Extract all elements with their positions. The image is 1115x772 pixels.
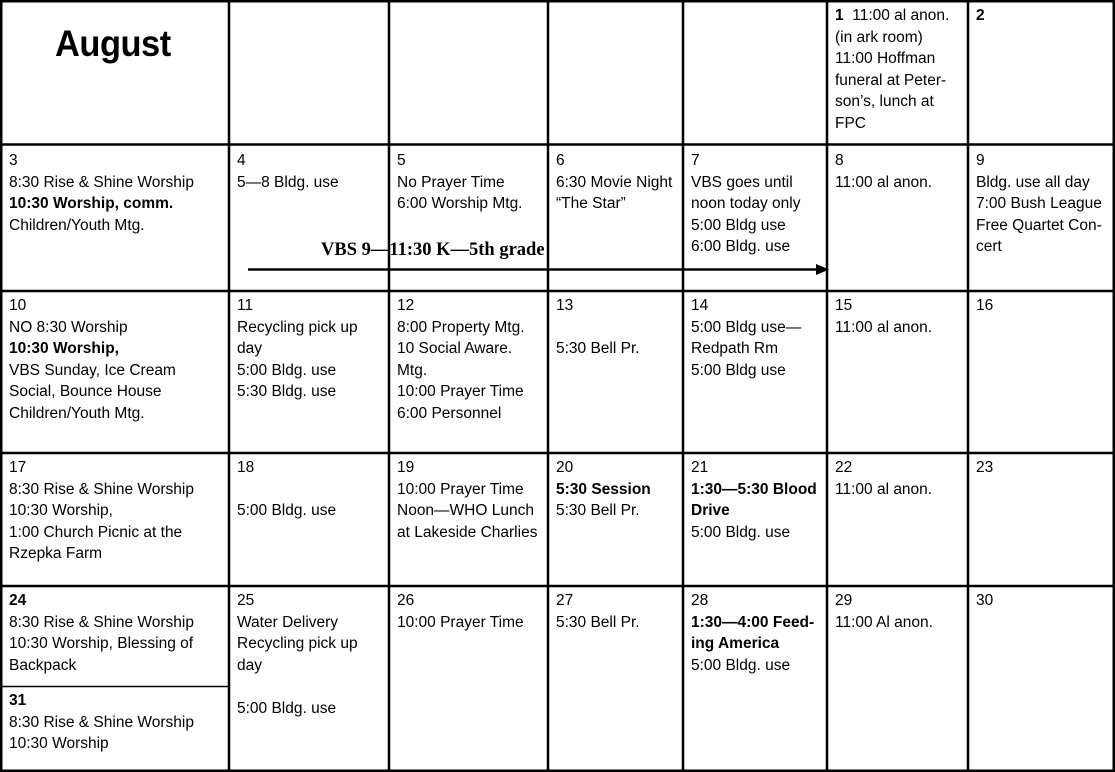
- event-text: Recycling pick up: [237, 635, 358, 652]
- event-text: 8:30 Rise & Shine Worship: [9, 713, 194, 731]
- event-text: 11:00 Al anon.: [835, 613, 933, 631]
- event-text: (in ark room): [835, 28, 923, 46]
- event-text: 5:00 Bldg. use: [237, 502, 337, 519]
- event-text: 5:00 Bldg use—: [691, 318, 802, 336]
- day-number-text: 7: [691, 152, 700, 169]
- day-number-text: 21: [691, 459, 709, 476]
- day-number-text: 1: [835, 7, 844, 24]
- day-number-text: 2: [976, 7, 985, 24]
- event-text: 10:30 Worship, Blessing of: [9, 635, 194, 652]
- day-number-text: 10: [9, 297, 27, 314]
- event-text: 8:00 Property Mtg.: [397, 318, 525, 336]
- event-text: 6:00 Personnel: [397, 404, 502, 422]
- day-number-text: 9: [976, 152, 985, 169]
- day-number-text: 18: [237, 459, 255, 476]
- event-text: funeral at Peter-: [835, 71, 947, 89]
- event-text: Children/Youth Mtg.: [9, 216, 145, 234]
- event-text: 8:30 Rise & Shine Worship: [9, 173, 194, 191]
- event-text: Rzepka Farm: [9, 545, 103, 562]
- day-number-text: 30: [976, 592, 994, 609]
- event-text: 5—8 Bldg. use: [237, 173, 339, 191]
- event-text: 10:00 Prayer Time: [397, 383, 524, 400]
- event-text: 5:30 Bell Pr.: [556, 340, 640, 357]
- event-text: 5:00 Bldg. use: [237, 361, 337, 379]
- event-text: 11:00 al anon.: [835, 318, 933, 336]
- event-text: No Prayer Time: [397, 173, 505, 191]
- day-number-text: 3: [9, 152, 18, 169]
- day-number-text: 19: [397, 459, 415, 476]
- day-number-text: 16: [976, 297, 994, 314]
- event-text: 5:00 Bldg use: [691, 216, 786, 234]
- event-text: noon today only: [691, 195, 801, 212]
- event-text: 10:30 Worship: [9, 735, 109, 752]
- event-text: 5:00 Bldg. use: [691, 656, 791, 674]
- day-number-text: 12: [397, 297, 415, 314]
- event-text: 5:00 Bldg. use: [237, 699, 337, 717]
- event-text: day: [237, 340, 262, 357]
- day-number-text: 24: [9, 592, 27, 609]
- event-text: 11:00 al anon.: [835, 480, 933, 498]
- event-text: cert: [976, 238, 1002, 255]
- day-number-text: 4: [237, 152, 246, 169]
- event-text: 5:00 Bldg use: [691, 361, 786, 379]
- event-text: 7:00 Bush League: [976, 195, 1102, 212]
- event-text: Noon—WHO Lunch: [397, 502, 534, 519]
- event-text: 11:00 Hoffman: [835, 50, 936, 67]
- day-number-text: 23: [976, 459, 994, 476]
- event-text: 10:00 Prayer Time: [397, 613, 524, 631]
- event-text: 11:00 al anon.: [835, 173, 933, 191]
- day-number-text: 11: [237, 297, 254, 314]
- event-text: Free Quartet Con-: [976, 216, 1102, 234]
- event-text: 5:30 Session: [556, 480, 651, 498]
- day-number-text: 29: [835, 592, 853, 609]
- event-text: 1:30—4:00 Feed-: [691, 613, 815, 631]
- day-number-text: 25: [237, 592, 255, 609]
- event-text: 6:00 Worship Mtg.: [397, 195, 523, 212]
- day-number-text: 31: [9, 692, 27, 709]
- event-text: 8:30 Rise & Shine Worship: [9, 613, 194, 631]
- day-number-text: 22: [835, 459, 853, 476]
- event-text: 10:30 Worship,: [9, 340, 119, 357]
- event-text: 10:30 Worship, comm.: [9, 195, 174, 212]
- day-number-text: 6: [556, 152, 565, 169]
- day-number-text: 17: [9, 459, 27, 476]
- grid-outer-border: [1, 1, 1114, 771]
- event-text: VBS Sunday, Ice Cream: [9, 361, 176, 379]
- vbs-banner: VBS 9—11:30 K—5th grade: [321, 240, 545, 260]
- day-number-text: 14: [691, 297, 709, 314]
- day-number-text: 15: [835, 297, 853, 314]
- day-number-text: 28: [691, 592, 709, 609]
- event-text: 10:00 Prayer Time: [397, 480, 524, 498]
- day-number-text: 8: [835, 152, 844, 169]
- event-text: Children/Youth Mtg.: [9, 404, 145, 422]
- event-text: 1:30—5:30 Blood: [691, 480, 817, 498]
- event-text: 8:30 Rise & Shine Worship: [9, 480, 194, 498]
- event-text: Recycling pick up: [237, 318, 358, 336]
- event-text: 5:00 Bldg. use: [691, 523, 791, 541]
- event-text: Drive: [691, 502, 730, 519]
- event-text: at Lakeside Charlies: [397, 523, 538, 541]
- event-text: 5:30 Bell Pr.: [556, 502, 640, 519]
- event-text: 1:00 Church Picnic at the: [9, 523, 183, 541]
- event-text: Water Delivery: [237, 613, 339, 631]
- day-number-text: 27: [556, 592, 574, 609]
- event-text: “The Star”: [556, 195, 626, 212]
- event-text: 5:30 Bell Pr.: [556, 613, 640, 631]
- event-text: 10:30 Worship,: [9, 502, 113, 519]
- event-text: 6:00 Bldg. use: [691, 238, 791, 255]
- event-text: 6:30 Movie Night: [556, 173, 673, 191]
- event-text: Social, Bounce House: [9, 383, 162, 400]
- month-title: August: [55, 23, 171, 64]
- day-number-text: 20: [556, 459, 574, 476]
- event-text: 10 Social Aware.: [397, 340, 513, 357]
- day-number-text: 13: [556, 297, 574, 314]
- event-text: FPC: [835, 114, 866, 132]
- event-text: ing America: [691, 635, 780, 652]
- event-text: Redpath Rm: [691, 340, 779, 357]
- event-text: Bldg. use all day: [976, 173, 1090, 191]
- event-text: 11:00 al anon.: [843, 7, 950, 24]
- event-text: son’s, lunch at: [835, 93, 934, 110]
- event-text: day: [237, 656, 262, 674]
- event-text: 5:30 Bldg. use: [237, 383, 337, 400]
- event-text: NO 8:30 Worship: [9, 318, 128, 336]
- day-number-text: 5: [397, 152, 406, 169]
- event-text: VBS goes until: [691, 173, 793, 191]
- event-text: Mtg.: [397, 361, 428, 379]
- event-text: Backpack: [9, 656, 77, 674]
- day-number-text: 26: [397, 592, 415, 609]
